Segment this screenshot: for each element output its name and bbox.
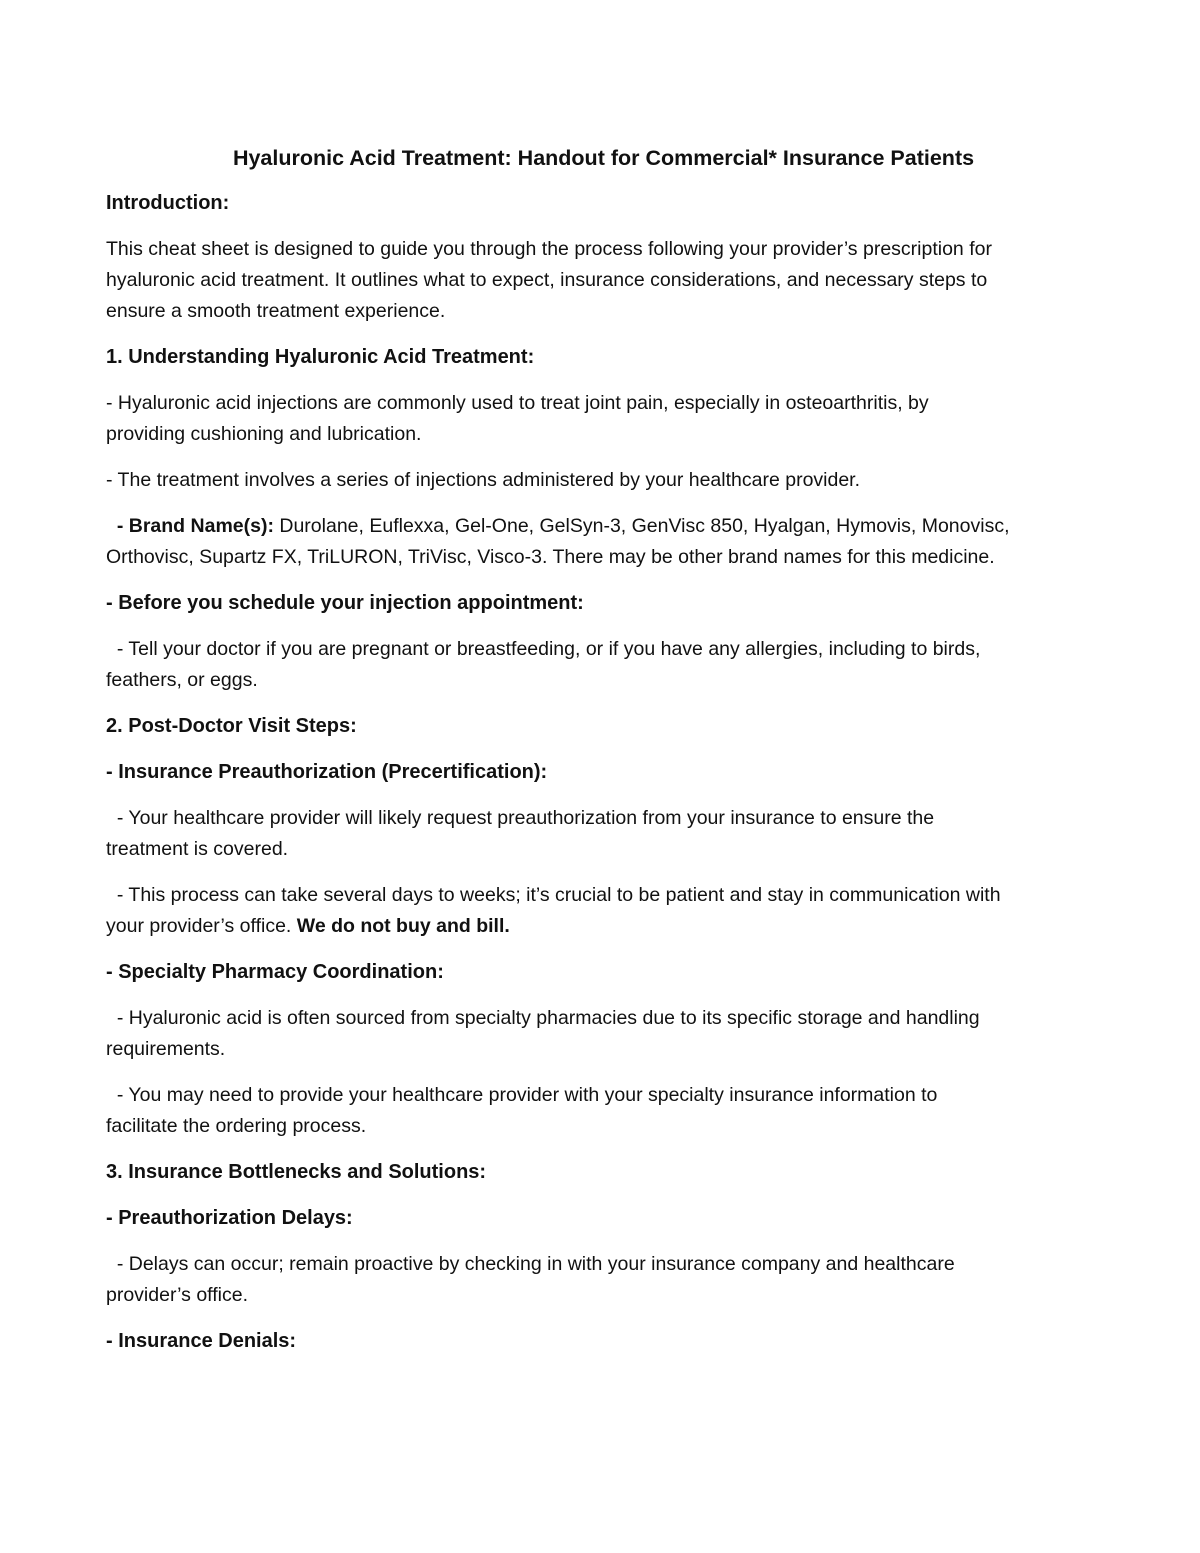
section-3-p1-line-2: provider’s office.: [106, 1284, 248, 1306]
section-2-heading: 2. Post-Doctor Visit Steps:: [106, 715, 357, 737]
section-2-p4-line-1-text: - You may need to provide your healthcare provider with your specialty insurance information to: [116, 1084, 938, 1106]
section-1-p1-line-1: - Hyaluronic acid injections are commonly used to treat joint pain, especially in osteoarthritis, by: [106, 392, 929, 414]
brand-names-line-2: Orthovisc, Supartz FX, TriLURON, TriVisc, Visco-3. There may be other brand names for this medicine.: [106, 546, 995, 568]
brand-names-list-1: Durolane, Euflexxa, Gel-One, GelSyn-3, GenVisc 850, Hyalgan, Hymovis, Monovisc,: [273, 515, 1010, 537]
section-2-subheading-2: - Specialty Pharmacy Coordination:: [106, 961, 444, 983]
section-3-p1-line-1-text: - Delays can occur; remain proactive by checking in with your insurance company and healthcare: [116, 1253, 955, 1275]
section-2-p1-line-1: [106, 803, 1101, 834]
section-1-p4-line-1: [106, 634, 1101, 665]
section-2-p3-line-1-text: - Hyaluronic acid is often sourced from specialty pharmacies due to its specific storage and handling: [116, 1007, 980, 1029]
section-2-p2-line-2-text: your provider’s office.: [106, 915, 297, 937]
section-1-heading: 1. Understanding Hyaluronic Acid Treatment:: [106, 346, 535, 368]
section-3-heading: 3. Insurance Bottlenecks and Solutions:: [106, 1161, 487, 1183]
intro-line-1: This cheat sheet is designed to guide you through the process following your provider’s prescription for: [106, 238, 992, 260]
section-3-paragraph-1: [106, 1249, 1101, 1311]
section-2-p4-line-2: facilitate the ordering process.: [106, 1115, 367, 1137]
section-2-p2-line-1: [106, 880, 1101, 911]
section-1-paragraph-1: [106, 388, 1101, 450]
document-title: Hyaluronic Acid Treatment: Handout for Commercial* Insurance Patients: [232, 146, 975, 170]
section-2-p1-line-1-text: - Your healthcare provider will likely request preauthorization from your insurance to ensure the: [116, 807, 935, 829]
document-body: [106, 143, 1101, 1372]
section-1-p4-line-1-text: - Tell your doctor if you are pregnant or breastfeeding, or if you have any allergies, including to birds,: [116, 638, 981, 660]
section-3-subheading-2: - Insurance Denials:: [106, 1330, 297, 1352]
section-2-p4-line-1: [106, 1080, 1101, 1111]
buy-and-bill-note: We do not buy and bill.: [296, 915, 510, 937]
section-3-p1-line-1: [106, 1249, 1101, 1280]
section-1-brand-names: [106, 511, 1101, 573]
intro-paragraph: [106, 234, 1101, 327]
intro-line-3: ensure a smooth treatment experience.: [106, 300, 446, 322]
section-2-subheading-1: - Insurance Preauthorization (Precertification):: [106, 761, 548, 783]
section-1-subheading: - Before you schedule your injection appointment:: [106, 592, 584, 614]
intro-line-2: hyaluronic acid treatment. It outlines what to expect, insurance considerations, and necessary steps to: [106, 269, 988, 291]
section-2-p2-line-2: [106, 911, 1101, 942]
section-2-p3-line-1: [106, 1003, 1101, 1034]
section-1-paragraph-4: [106, 634, 1101, 696]
section-2-paragraph-4: [106, 1080, 1101, 1142]
section-2-paragraph-1: [106, 803, 1101, 865]
intro-heading: Introduction:: [106, 192, 230, 214]
section-1-p4-line-2: feathers, or eggs.: [106, 669, 258, 691]
section-2-p3-line-2: requirements.: [106, 1038, 226, 1060]
section-2-paragraph-3: [106, 1003, 1101, 1065]
section-2-paragraph-2: [106, 880, 1101, 942]
section-3-subheading-1: - Preauthorization Delays:: [106, 1207, 353, 1229]
section-1-paragraph-2: - The treatment involves a series of injections administered by your healthcare provider.: [106, 469, 861, 491]
brand-names-line-1: [106, 511, 1101, 542]
section-2-p1-line-2: treatment is covered.: [106, 838, 289, 860]
section-1-p1-line-2: providing cushioning and lubrication.: [106, 423, 422, 445]
section-2-p2-line-1-text: - This process can take several days to weeks; it’s crucial to be patient and stay in communication with: [116, 884, 1001, 906]
brand-names-label: - Brand Name(s):: [116, 515, 274, 537]
